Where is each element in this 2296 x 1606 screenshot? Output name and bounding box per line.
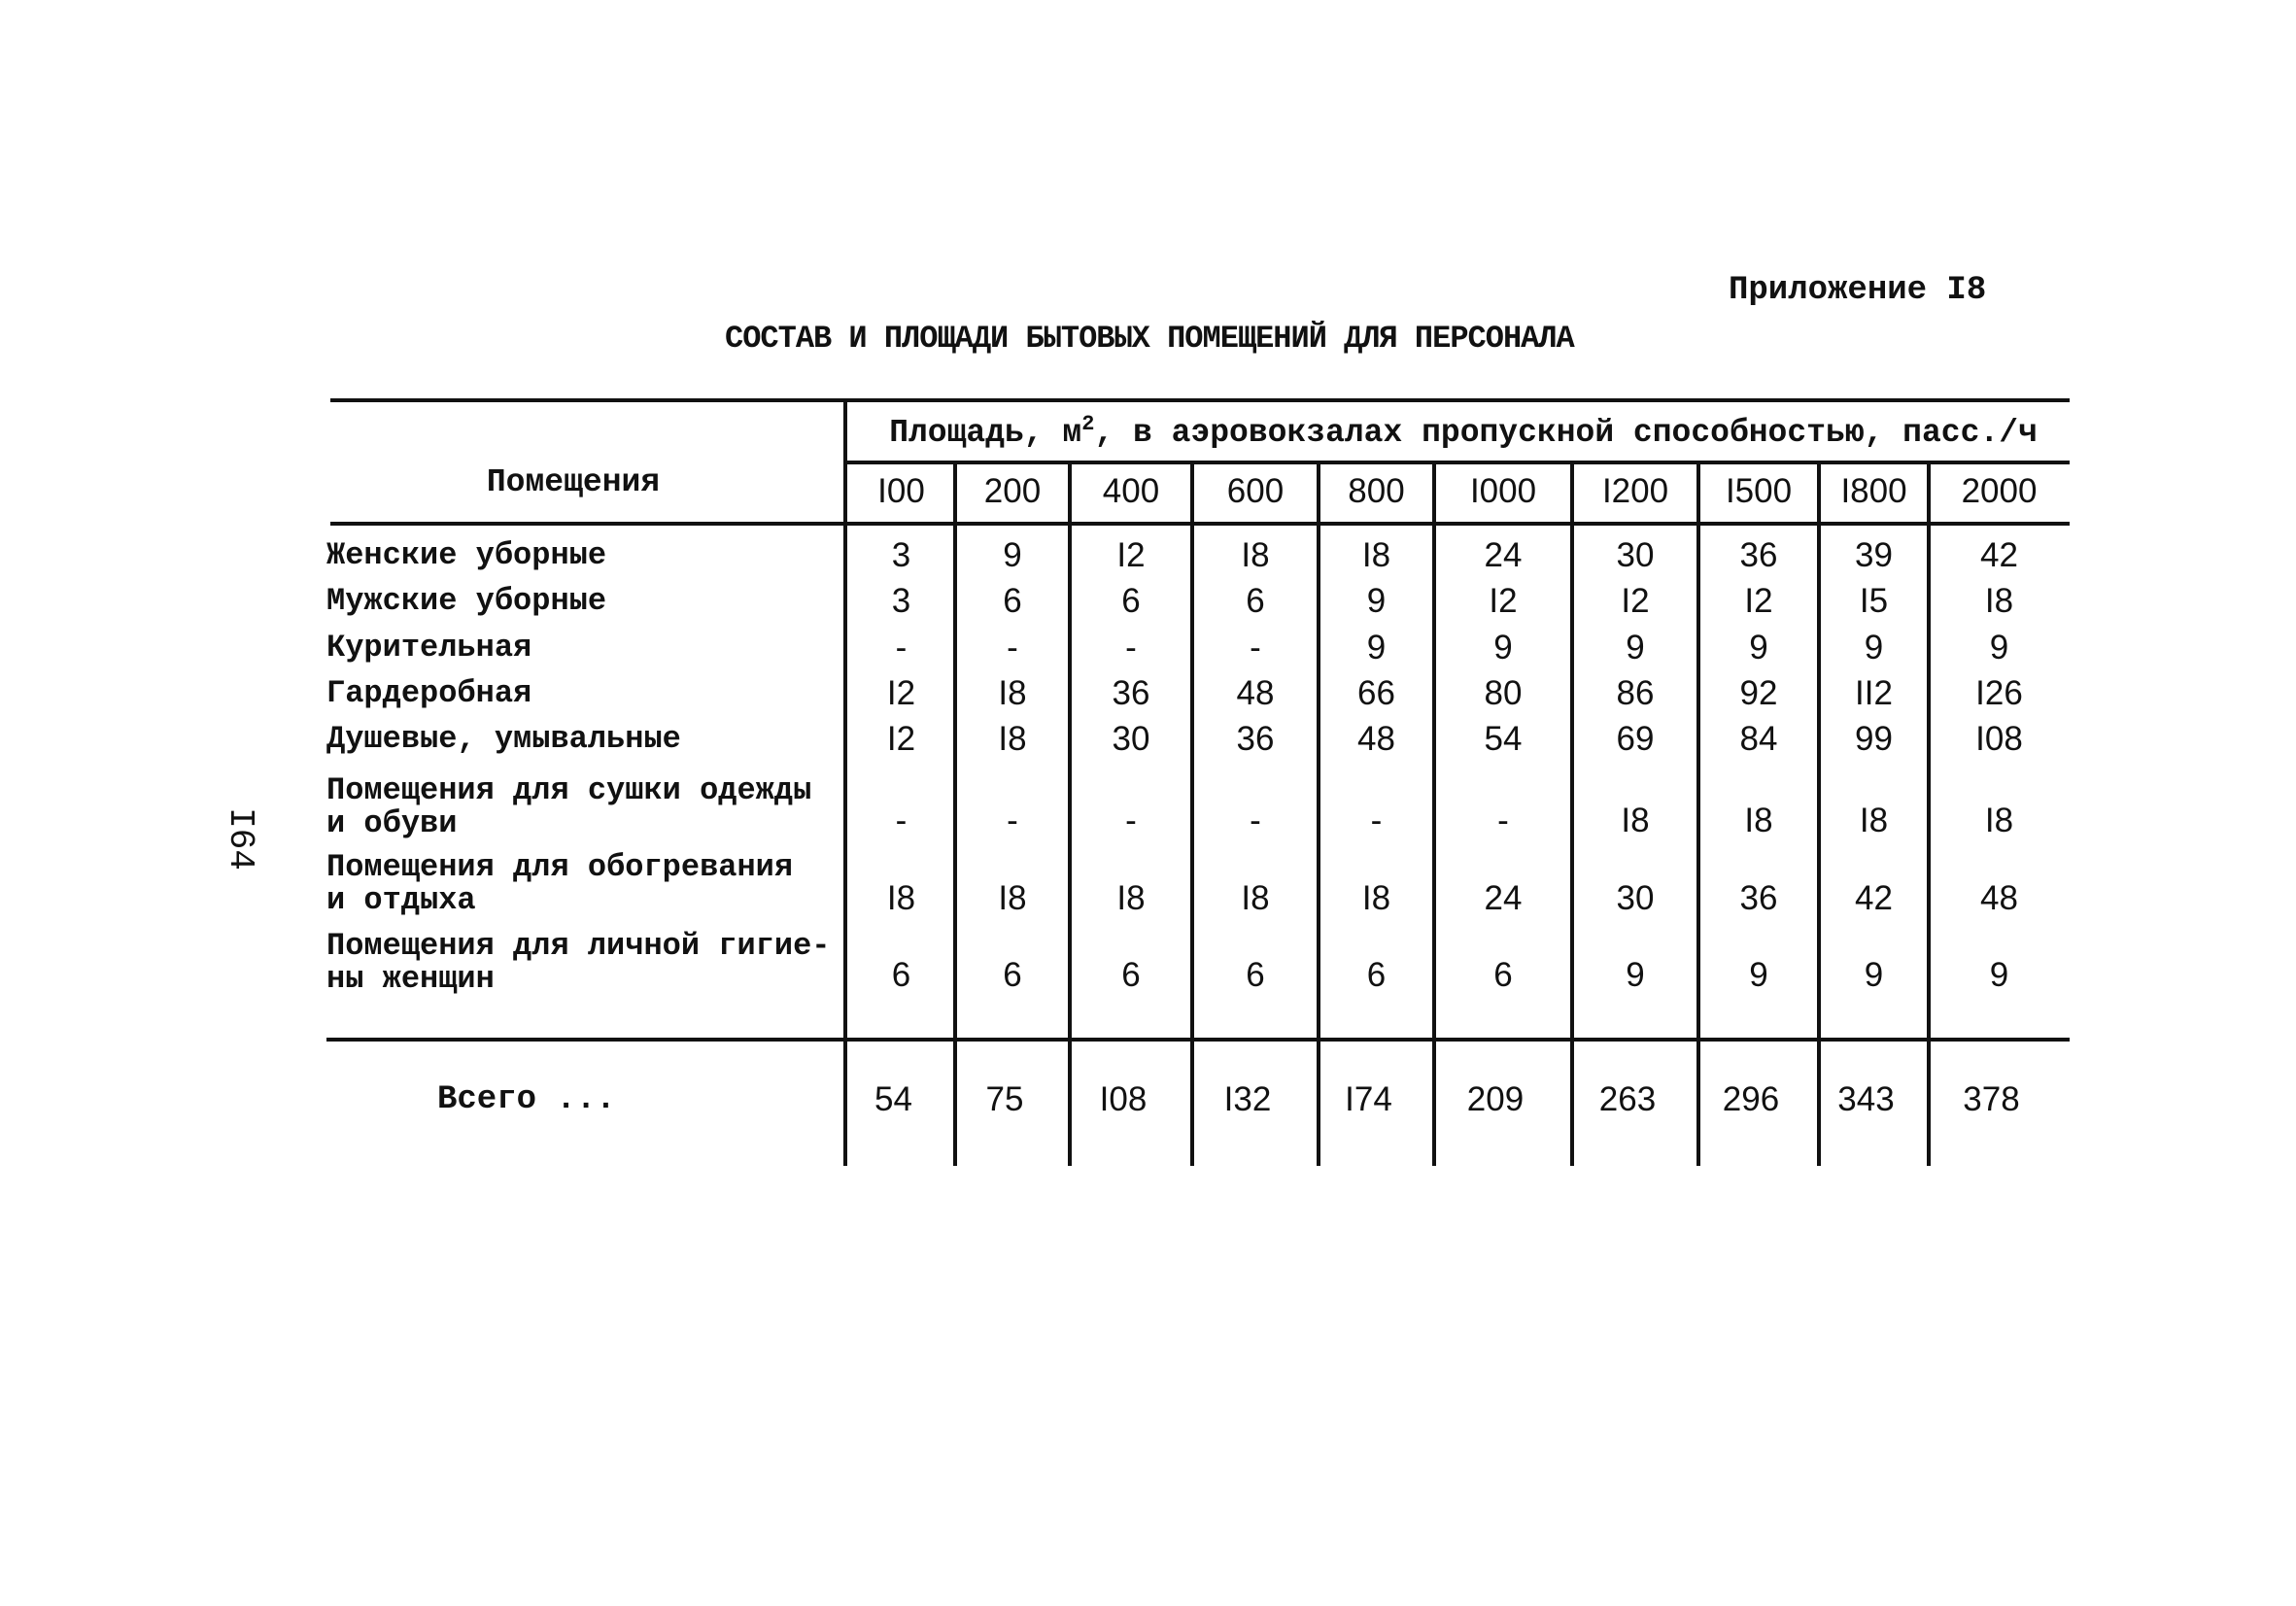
- table-cell: 9: [1749, 629, 1768, 666]
- table-cell: I8: [998, 879, 1027, 917]
- table-cell: I8: [1984, 802, 2014, 839]
- table-cell: 66: [1357, 674, 1395, 712]
- table-cell: 39: [1855, 536, 1893, 574]
- table-cell: II2: [1855, 674, 1893, 712]
- table-cell: 86: [1616, 674, 1655, 712]
- table-cell: I8: [1744, 802, 1773, 839]
- table-cell: I8: [1859, 802, 1889, 839]
- table-cell: I8: [1361, 879, 1391, 917]
- table-cell: 24: [1484, 536, 1523, 574]
- table-cell: 36: [1236, 720, 1275, 758]
- table-cell: 6: [1003, 582, 1022, 620]
- table-cell: I5: [1859, 582, 1889, 620]
- total-cell: I74: [1345, 1080, 1392, 1118]
- table-cell: 9: [1626, 629, 1645, 666]
- page-number: I64: [220, 807, 260, 871]
- table-cell: 54: [1484, 720, 1523, 758]
- total-cell: 209: [1466, 1080, 1525, 1118]
- table-cell: -: [1125, 629, 1137, 666]
- table-cell: I2: [1489, 582, 1518, 620]
- table-cell: -: [1370, 802, 1383, 839]
- table-cell: I8: [886, 879, 916, 917]
- capacity-header: 800: [1348, 472, 1405, 510]
- area-header-superscript: 2: [1081, 412, 1095, 436]
- table-cell: 9: [1366, 582, 1387, 620]
- table-cell: I26: [1975, 674, 2023, 712]
- row-label: Душевые, умывальные: [326, 721, 681, 757]
- area-header-text: Площадь, м: [889, 415, 1082, 451]
- table-cell: 24: [1484, 879, 1523, 917]
- table-cell: 9: [1493, 629, 1513, 666]
- capacity-header: I200: [1601, 472, 1669, 510]
- table-cell: 48: [1236, 674, 1275, 712]
- total-cell: I08: [1099, 1080, 1148, 1118]
- table-cell: 6: [1246, 582, 1265, 620]
- total-cell: 54: [874, 1080, 912, 1118]
- table-cell: I2: [1744, 582, 1773, 620]
- rooms-column-header: Помещения: [486, 464, 661, 500]
- row-label: Помещения для обогревания и отдыха: [326, 849, 794, 918]
- table-cell: I8: [1984, 582, 2014, 620]
- table-cell: 9: [1749, 956, 1768, 994]
- table-cell: -: [895, 629, 908, 666]
- table-cell: 42: [1980, 536, 2018, 574]
- total-cell: 296: [1722, 1080, 1780, 1118]
- table-cell: 6: [1121, 956, 1141, 994]
- total-label: Всего ...: [437, 1081, 616, 1118]
- table-cell: 6: [891, 956, 911, 994]
- table-cell: 9: [1626, 956, 1645, 994]
- header-bottom-rule: [330, 522, 2070, 526]
- table-cell: 69: [1616, 720, 1655, 758]
- table-cell: I8: [1241, 536, 1270, 574]
- table-cell: 92: [1739, 674, 1778, 712]
- row-label: Помещения для сушки одежды и обуви: [326, 772, 812, 841]
- table-cell: I8: [1116, 879, 1146, 917]
- capacity-header: I500: [1725, 472, 1793, 510]
- row-label: Мужские уборные: [326, 583, 607, 619]
- table-cell: 9: [1989, 956, 2009, 994]
- table-cell: I2: [1621, 582, 1650, 620]
- page-title: СОСТАВ И ПЛОЩАДИ БЫТОВЫХ ПОМЕЩЕНИЙ ДЛЯ ПЕРСОНАЛА: [725, 321, 1574, 357]
- table-cell: 9: [1366, 629, 1387, 666]
- capacity-header: I00: [877, 472, 925, 510]
- table-cell: 6: [1003, 956, 1022, 994]
- table-cell: 80: [1484, 674, 1523, 712]
- total-cell: 263: [1598, 1080, 1657, 1118]
- table-cell: 99: [1855, 720, 1893, 758]
- table-cell: -: [1125, 802, 1137, 839]
- table-cell: 6: [1366, 956, 1387, 994]
- table-cell: 36: [1112, 674, 1150, 712]
- subheader-rule: [845, 461, 2070, 464]
- area-column-header: [851, 412, 2075, 451]
- table-cell: 3: [891, 536, 911, 574]
- area-header-text-rest: , в аэровокзалах пропускной способностью, пасс./ч: [1094, 415, 2038, 451]
- total-separator-rule: [326, 1038, 2070, 1042]
- table-cell: 30: [1112, 720, 1150, 758]
- table-cell: I08: [1975, 720, 2023, 758]
- capacity-header: I000: [1469, 472, 1537, 510]
- table-cell: -: [1497, 802, 1509, 839]
- table-cell: -: [1007, 802, 1018, 839]
- table-cell: 36: [1739, 536, 1778, 574]
- table-cell: -: [1007, 629, 1018, 666]
- table-cell: I8: [1621, 802, 1650, 839]
- table-cell: -: [895, 802, 908, 839]
- total-cell: 75: [985, 1080, 1024, 1118]
- row-label: Женские уборные: [326, 537, 607, 573]
- capacity-header: 2000: [1961, 472, 2038, 510]
- table-cell: 84: [1739, 720, 1778, 758]
- rooms-column-divider: [843, 398, 847, 1166]
- total-cell: 378: [1963, 1080, 2020, 1118]
- row-label: Курительная: [326, 630, 532, 666]
- table-cell: 48: [1980, 879, 2018, 917]
- table-cell: 9: [1864, 629, 1884, 666]
- table-cell: I8: [998, 720, 1027, 758]
- table-cell: I8: [1241, 879, 1270, 917]
- capacity-header: I800: [1840, 472, 1907, 510]
- row-label: Помещения для личной гигие- ны женщин: [326, 928, 831, 997]
- table-cell: 6: [1493, 956, 1513, 994]
- row-label: Гардеробная: [326, 675, 532, 711]
- table-cell: 36: [1739, 879, 1778, 917]
- table-cell: 42: [1855, 879, 1893, 917]
- table-cell: 6: [1121, 582, 1141, 620]
- table-cell: 30: [1616, 536, 1655, 574]
- table-top-rule: [330, 398, 2070, 402]
- table-cell: 3: [891, 582, 911, 620]
- table-cell: I8: [1361, 536, 1391, 574]
- table-cell: -: [1250, 629, 1261, 666]
- capacity-header: 200: [983, 472, 1042, 510]
- table-cell: 9: [1003, 536, 1022, 574]
- table-cell: I8: [998, 674, 1027, 712]
- table-cell: I2: [886, 720, 916, 758]
- table-cell: I2: [1116, 536, 1146, 574]
- table-cell: 6: [1246, 956, 1265, 994]
- total-cell: 343: [1837, 1080, 1895, 1118]
- table-cell: -: [1250, 802, 1261, 839]
- capacity-header: 600: [1226, 472, 1285, 510]
- table-cell: 48: [1357, 720, 1395, 758]
- table-cell: 30: [1616, 879, 1655, 917]
- table-cell: 9: [1864, 956, 1884, 994]
- capacity-header: 400: [1102, 472, 1160, 510]
- total-cell: I32: [1223, 1080, 1272, 1118]
- table-cell: 9: [1989, 629, 2009, 666]
- appendix-label: Приложение I8: [1729, 272, 1987, 309]
- table-cell: I2: [886, 674, 916, 712]
